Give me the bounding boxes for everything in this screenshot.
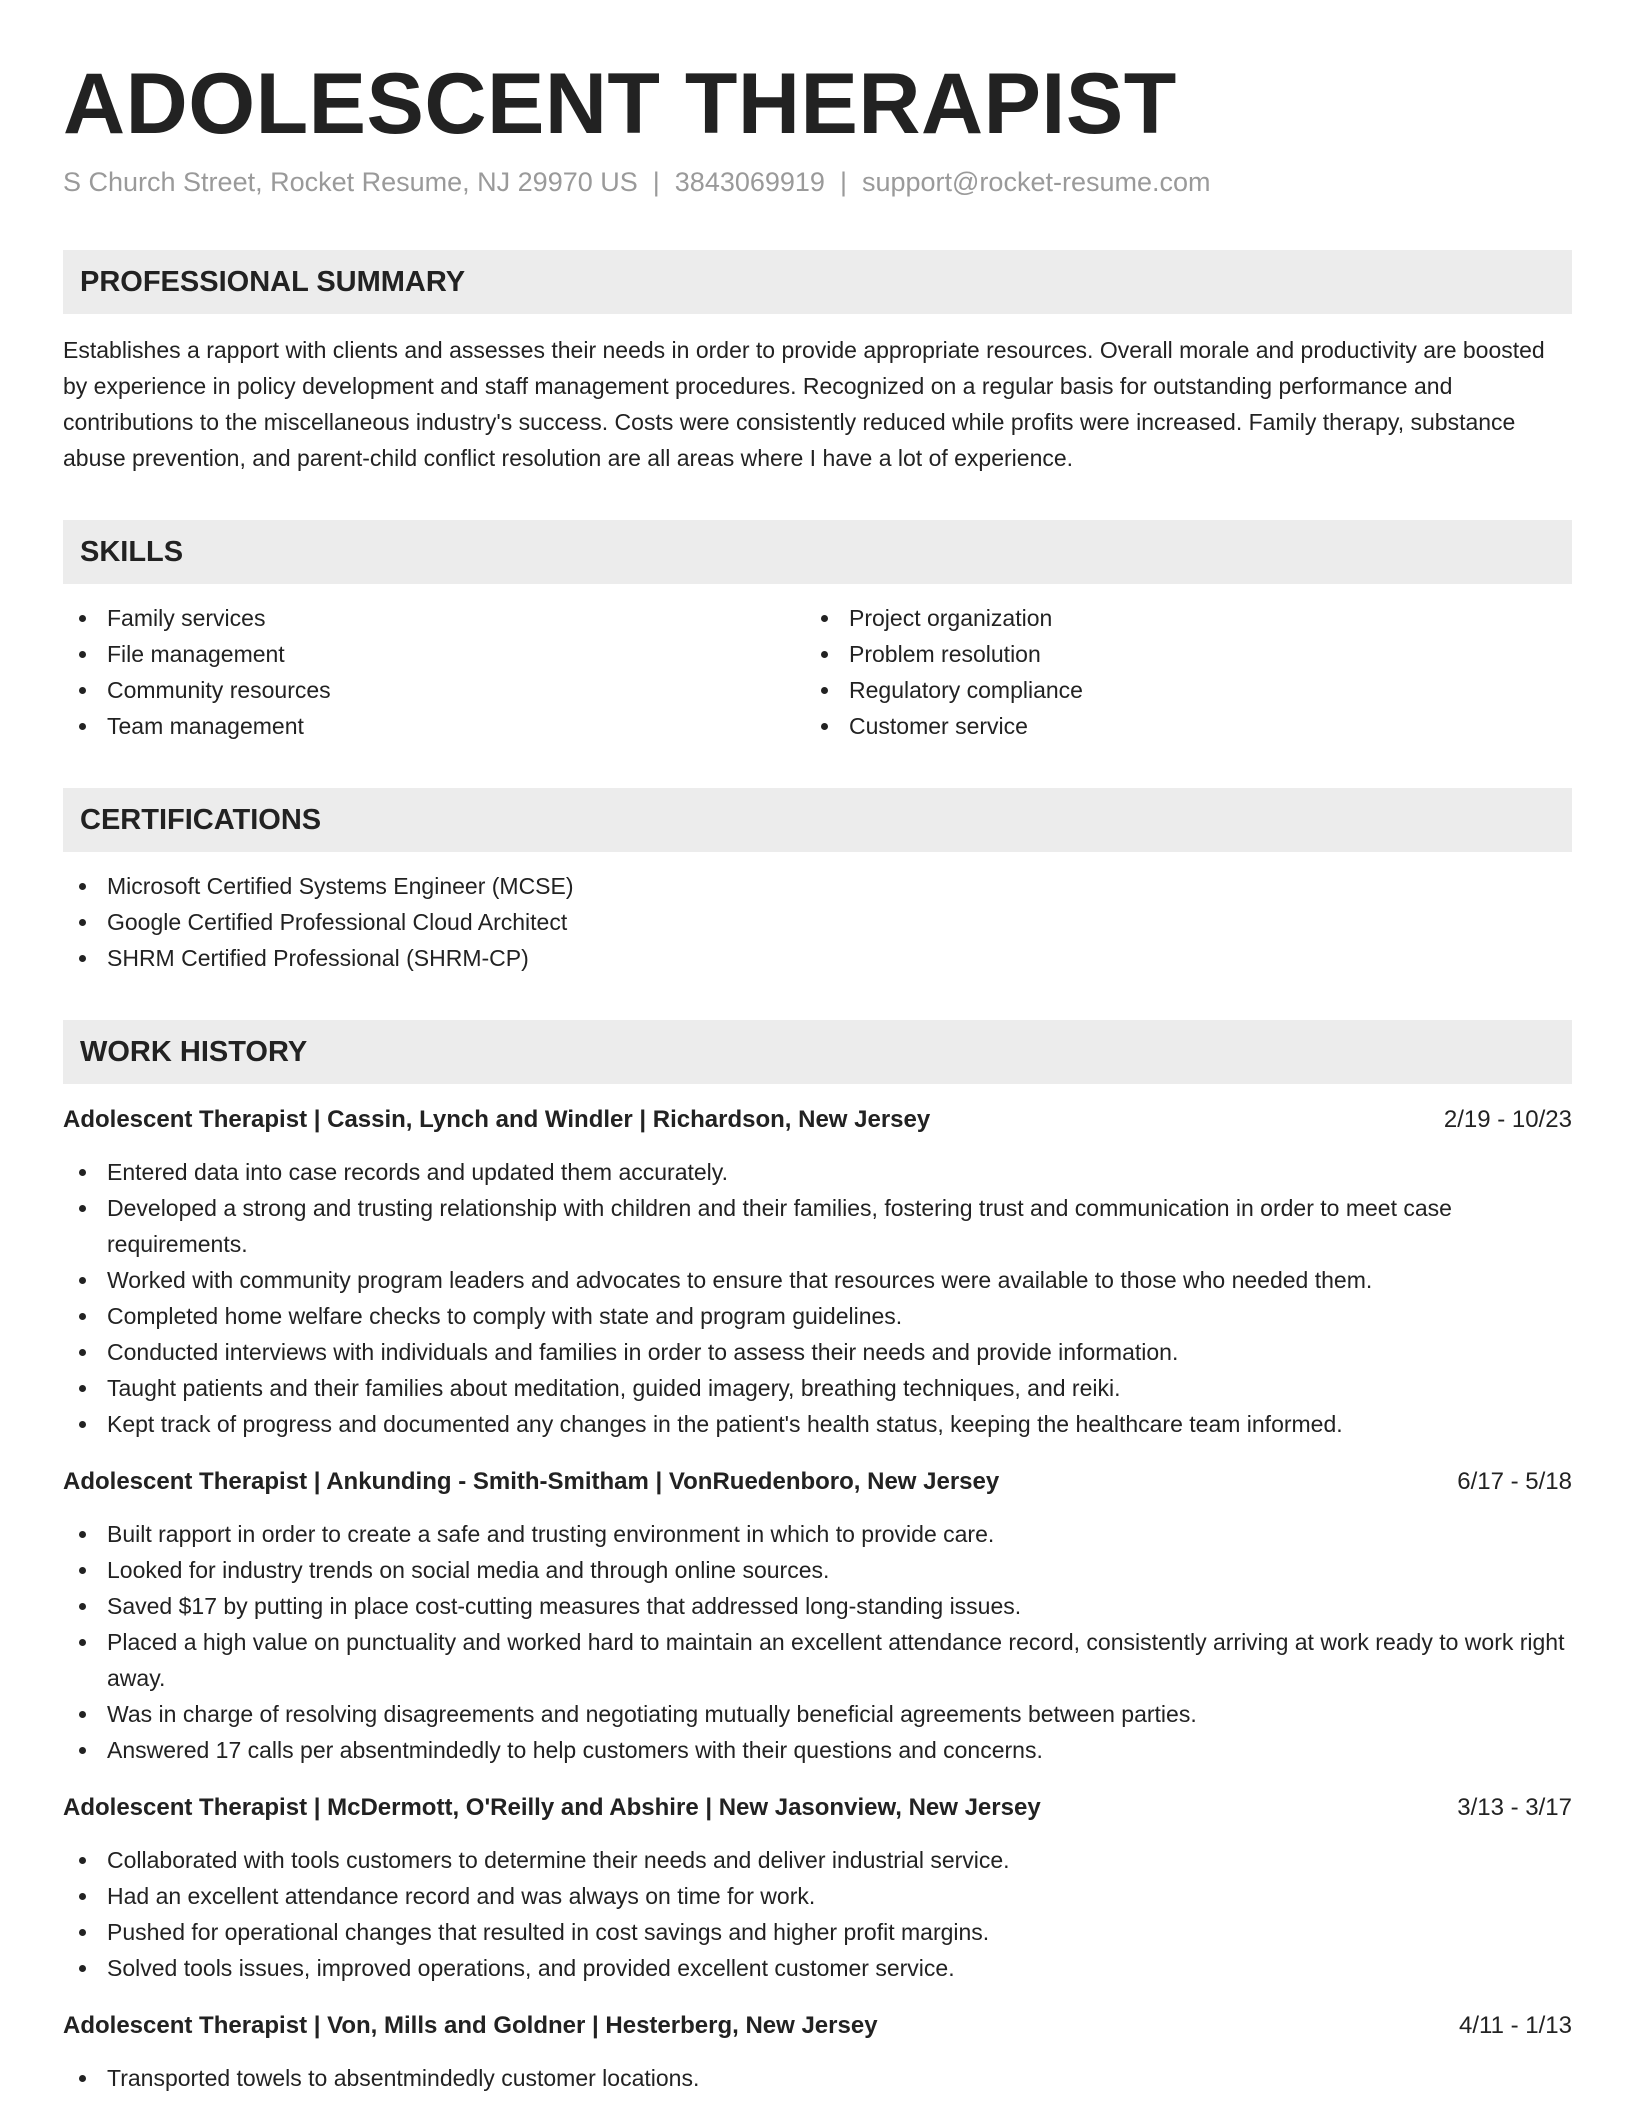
certification-item: Google Certified Professional Cloud Architect: [63, 904, 1572, 940]
job-bullets: [63, 1842, 1572, 1986]
job-header: [63, 2008, 1572, 2044]
job-bullets: [63, 1154, 1572, 1442]
job-dates: 4/11 - 1/13: [1459, 2012, 1572, 2039]
skills-list-right: [805, 600, 1547, 744]
job-bullet: Entered data into case records and updated them accurately.: [63, 1154, 1572, 1190]
job-bullet: Pushed for operational changes that resulted in cost savings and higher profit margins.: [63, 1914, 1572, 1950]
job-bullet: Developed a strong and trusting relationship with children and their families, fostering trust and communication in order to meet case requirements.: [63, 1190, 1572, 1262]
job-entry: [63, 1790, 1572, 1986]
job-title: Adolescent Therapist | Ankunding - Smith-Smitham | VonRuedenboro, New Jersey: [63, 1468, 1000, 1495]
job-bullets: [63, 2060, 1572, 2096]
job-bullet: Worked with community program leaders and advocates to ensure that resources were available to those who needed them.: [63, 1262, 1572, 1298]
job-bullet: Conducted interviews with individuals and families in order to assess their needs and provide information.: [63, 1334, 1572, 1370]
skill-item: Regulatory compliance: [805, 672, 1547, 708]
skill-item: Project organization: [805, 600, 1547, 636]
contact-line: [63, 164, 1572, 200]
skill-item: Community resources: [63, 672, 805, 708]
skills-heading: SKILLS: [63, 520, 1572, 584]
job-title: Adolescent Therapist | McDermott, O'Reilly and Abshire | New Jasonview, New Jersey: [63, 1794, 1041, 1821]
job-bullet: Had an excellent attendance record and was always on time for work.: [63, 1878, 1572, 1914]
job-dates: 3/13 - 3/17: [1457, 1794, 1572, 1821]
certification-item: Microsoft Certified Systems Engineer (MCSE): [63, 868, 1572, 904]
job-bullet: Kept track of progress and documented any changes in the patient's health status, keeping the healthcare team informed.: [63, 1406, 1572, 1442]
job-entry: [63, 1464, 1572, 1768]
certifications-section: [63, 788, 1572, 976]
contact-address: S Church Street, Rocket Resume, NJ 29970 US: [63, 167, 638, 197]
summary-section: [63, 250, 1572, 476]
skill-item: File management: [63, 636, 805, 672]
job-header: [63, 1102, 1572, 1138]
resume-page: [63, 0, 1572, 2096]
skill-item: Team management: [63, 708, 805, 744]
certifications-heading: CERTIFICATIONS: [63, 788, 1572, 852]
job-bullet: Looked for industry trends on social media and through online sources.: [63, 1552, 1572, 1588]
job-bullets: [63, 1516, 1572, 1768]
skills-list-left: [63, 600, 805, 744]
skill-item: Family services: [63, 600, 805, 636]
skills-section: [63, 520, 1572, 744]
summary-heading: PROFESSIONAL SUMMARY: [63, 250, 1572, 314]
job-dates: 2/19 - 10/23: [1443, 1106, 1572, 1133]
candidate-name: ADOLESCENT THERAPIST: [63, 56, 1177, 152]
job-bullet: Placed a high value on punctuality and worked hard to maintain an excellent attendance record, consistently arriving at work ready to work right away.: [63, 1624, 1572, 1696]
certifications-list: [63, 868, 1572, 976]
job-header: [63, 1464, 1572, 1500]
job-bullet: Answered 17 calls per absentmindedly to help customers with their questions and concerns.: [63, 1732, 1572, 1768]
work-history-heading: WORK HISTORY: [63, 1020, 1572, 1084]
contact-email: support@rocket-resume.com: [861, 167, 1211, 197]
job-bullet: Built rapport in order to create a safe and trusting environment in which to provide care.: [63, 1516, 1572, 1552]
skills-columns: [63, 600, 1572, 744]
job-bullet: Collaborated with tools customers to determine their needs and deliver industrial service.: [63, 1842, 1572, 1878]
job-title: Adolescent Therapist | Cassin, Lynch and Windler | Richardson, New Jersey: [63, 1106, 931, 1133]
job-entry: [63, 2008, 1572, 2096]
job-bullet: Completed home welfare checks to comply with state and program guidelines.: [63, 1298, 1572, 1334]
contact-separator: |: [652, 167, 660, 197]
job-bullet: Solved tools issues, improved operations, and provided excellent customer service.: [63, 1950, 1572, 1986]
skill-item: Customer service: [805, 708, 1547, 744]
certification-item: SHRM Certified Professional (SHRM-CP): [63, 940, 1572, 976]
job-bullet: Transported towels to absentmindedly customer locations.: [63, 2060, 1572, 2096]
summary-text: Establishes a rapport with clients and assesses their needs in order to provide appropriate resources. Overall morale and productivity are boosted by experience in policy development and staff management procedures. Recognized on a regular basis for outstanding performance and contributions to the miscellaneous industry's success. Costs were consistently reduced while profits were increased. Family therapy, substance abuse prevention, and parent-child conflict resolution are all areas where I have a lot of experience.: [63, 337, 1545, 471]
job-bullet: Saved $17 by putting in place cost-cutting measures that addressed long-standing issues.: [63, 1588, 1572, 1624]
contact-phone: 3843069919: [674, 167, 825, 197]
job-header: [63, 1790, 1572, 1826]
job-title: Adolescent Therapist | Von, Mills and Goldner | Hesterberg, New Jersey: [63, 2012, 878, 2039]
job-bullet: Was in charge of resolving disagreements and negotiating mutually beneficial agreements between parties.: [63, 1696, 1572, 1732]
work-history-section: [63, 1020, 1572, 2096]
job-bullet: Taught patients and their families about meditation, guided imagery, breathing techniques, and reiki.: [63, 1370, 1572, 1406]
contact-separator: |: [839, 167, 847, 197]
skill-item: Problem resolution: [805, 636, 1547, 672]
job-entry: [63, 1102, 1572, 1442]
job-dates: 6/17 - 5/18: [1457, 1468, 1572, 1495]
